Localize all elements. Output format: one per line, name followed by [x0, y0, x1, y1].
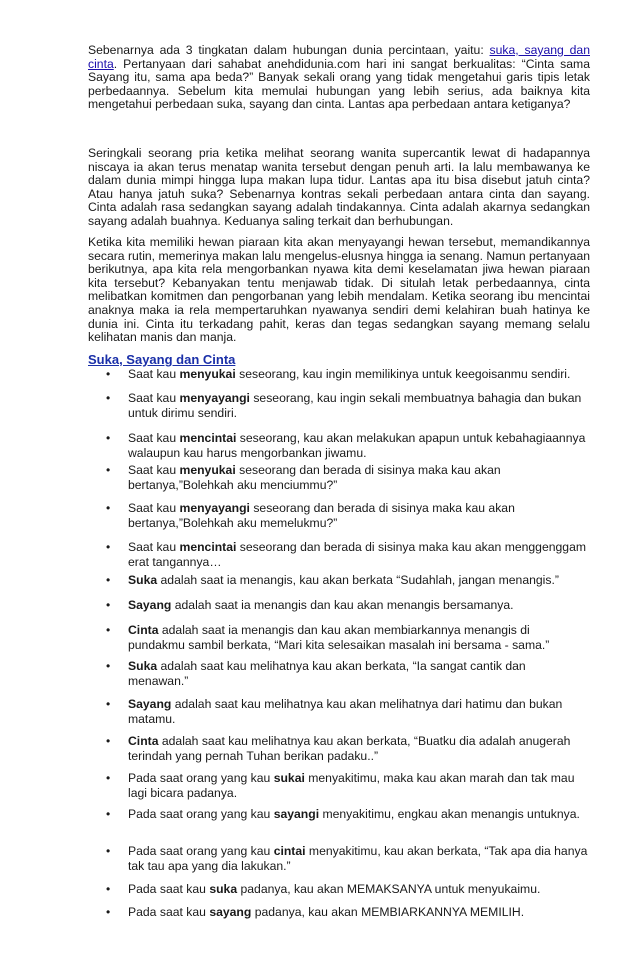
- list-item: [88, 463, 588, 493]
- item-prefix: Saat kau: [128, 501, 180, 515]
- item-keyword: menyukai: [179, 367, 236, 381]
- item-keyword: menyayangi: [179, 391, 250, 405]
- list-item: [88, 501, 588, 531]
- list-item: [88, 807, 588, 822]
- intro-paragraph-3: Ketika kita memiliki hewan piaraan kita akan menyayangi hewan tersebut, memandikannya secara rutin, memerinya makan lalu mengelus-elusnya hingga ia senang. Namun pertanyaan berikutnya, apa kita rela mengorbankan nyawa kita demi keselamatan jiwa hewan piaraan kita tersebut? Kebanyakan tentu menjawab tidak. Di situlah letak perbedaannya, cinta melibatkan komitmen dan pengorbanan yang lebih mendalam. Ketika seorang ibu mencintai anaknya maka ia rela mempertaruhkan nyawanya sendiri demi kelahiran buah hatinya ke dunia ini. Cinta itu terkadang pahit, keras dan tegas sedangkan sayang memang selalu kelihatan manis dan manja.: [88, 235, 591, 345]
- item-prefix: Pada saat orang yang kau: [128, 844, 274, 858]
- bullet-icon: •: [106, 734, 111, 748]
- item-keyword: menyayangi: [179, 501, 250, 515]
- item-keyword: cintai: [273, 844, 306, 858]
- item-suffix: seseorang, kau ingin sekali membuatnya bahagia dan bukan untuk dirimu sendiri.: [128, 391, 582, 420]
- item-keyword: sukai: [273, 771, 305, 785]
- item-keyword: Sayang: [128, 598, 172, 612]
- list-item: [88, 697, 588, 727]
- item-keyword: Suka: [128, 573, 158, 587]
- suka-sayang-cinta-link[interactable]: suka, sayang dan cinta: [88, 43, 590, 71]
- item-suffix: padanya, kau akan MEMBIARKANNYA MEMILIH.: [251, 905, 525, 919]
- item-suffix: adalah saat ia menangis dan kau akan menangis bersamanya.: [171, 598, 514, 612]
- bullet-icon: •: [106, 598, 111, 612]
- item-suffix: adalah saat kau melihatnya kau akan berkata, “Buatku dia adalah anugerah terindah yang pernah Tuhan berikan padaku..”: [128, 734, 571, 763]
- list-item: [88, 882, 588, 897]
- item-keyword: suka: [209, 882, 238, 896]
- list-item: [88, 598, 588, 613]
- list-item: [88, 391, 588, 421]
- list-item: [88, 905, 588, 920]
- item-prefix: Pada saat kau: [128, 882, 210, 896]
- list-item: [88, 844, 588, 874]
- item-suffix: adalah saat ia menangis, kau akan berkata “Sudahlah, jangan menangis.”: [157, 573, 559, 587]
- bullet-icon: •: [106, 540, 111, 554]
- item-prefix: Pada saat kau: [128, 905, 210, 919]
- bullet-icon: •: [106, 807, 111, 821]
- item-suffix: seseorang, kau ingin memilikinya untuk keegoisanmu sendiri.: [235, 367, 571, 381]
- item-suffix: seseorang, kau akan melakukan apapun untuk kebahagiaannya walaupun kau harus mengorbankan jiwamu.: [128, 431, 586, 460]
- item-suffix: adalah saat kau melihatnya kau akan berkata, “Ia sangat cantik dan menawan.”: [128, 659, 526, 688]
- bullet-icon: •: [106, 463, 111, 477]
- section-heading: Suka, Sayang dan Cinta: [88, 352, 236, 367]
- item-suffix: menyakitimu, maka kau akan marah dan tak mau lagi bicara padanya.: [128, 771, 575, 800]
- item-suffix: padanya, kau akan MEMAKSANYA untuk menyukaimu.: [237, 882, 541, 896]
- bullet-icon: •: [106, 573, 111, 587]
- item-suffix: adalah saat kau melihatnya kau akan melihatnya dari hatimu dan bukan matamu.: [128, 697, 563, 726]
- list-item: [88, 540, 588, 570]
- item-keyword: Cinta: [128, 734, 159, 748]
- bullet-icon: •: [106, 882, 111, 896]
- intro-text-before-link: Sebenarnya ada 3 tingkatan dalam hubungan dunia percintaan, yaitu:: [88, 43, 490, 57]
- item-suffix: menyakitimu, kau akan berkata, “Tak apa dia hanya tak tau apa yang dia lakukan.”: [128, 844, 588, 873]
- item-keyword: sayangi: [273, 807, 320, 821]
- list-item: [88, 734, 588, 764]
- item-suffix: menyakitimu, engkau akan menangis untuknya.: [319, 807, 580, 821]
- list-item: [88, 573, 588, 588]
- item-suffix: adalah saat ia menangis dan kau akan membiarkannya menangis di pundakmu sambil berkata, “Mari kita selesaikan masalah ini bersama - sama.”: [128, 623, 550, 652]
- item-prefix: Saat kau: [128, 367, 180, 381]
- item-prefix: Pada saat orang yang kau: [128, 807, 274, 821]
- bullet-icon: •: [106, 844, 111, 858]
- item-suffix: seseorang dan berada di sisinya maka kau akan menggenggam erat tangannya…: [128, 540, 587, 569]
- item-keyword: Cinta: [128, 623, 159, 637]
- list-item: [88, 623, 588, 653]
- bullet-icon: •: [106, 697, 111, 711]
- intro-paragraph-2: Seringkali seorang pria ketika melihat seorang wanita supercantik lewat di hadapannya niscaya ia akan terus menatap wanita tersebut dengan penuh arti. Ia lalu membawanya ke dalam dunia mimpi hingga lupa makan lupa tidur. Lantas apa itu bisa disebut jatuh cinta? Atau hanya jatuh suka? Sebenarnya kontras sekali perbedaan antara cinta dan sayang. Cinta adalah rasa sedangkan sayang adalah tindakannya. Cinta adalah akarnya sedangkan sayang adalah buahnya. Keduanya saling terkait dan berhubungan.: [88, 146, 590, 228]
- item-suffix: seseorang dan berada di sisinya maka kau akan bertanya,”Bolehkah aku memelukmu?”: [128, 501, 515, 530]
- item-prefix: Pada saat orang yang kau: [128, 771, 274, 785]
- bullet-icon: •: [106, 905, 111, 919]
- item-suffix: seseorang dan berada di sisinya maka kau akan bertanya,”Bolehkah aku menciummu?”: [128, 463, 501, 492]
- item-keyword: mencintai: [179, 431, 237, 445]
- list-item: [88, 367, 588, 382]
- list-item: [88, 771, 588, 801]
- intro-text-after-link: . Pertanyaan dari sahabat anehdidunia.com hari ini sangat berkualitas: “Cinta sama Sayang itu, sama apa beda?” Banyak sekali orang yang tidak mengetahui garis tipis letak perbedaannya. Sebelum kita memulai hubungan yang lebih serius, ada baiknya kita mengetahui perbedaan suka, sayang dan cinta. Lantas apa perbedaan antara ketiganya?: [88, 56, 590, 112]
- bullet-icon: •: [106, 623, 111, 637]
- item-keyword: Sayang: [128, 697, 172, 711]
- item-keyword: Suka: [128, 659, 158, 673]
- bullet-icon: •: [106, 501, 111, 515]
- list-item: [88, 659, 588, 689]
- list-item: [88, 431, 588, 461]
- item-keyword: mencintai: [179, 540, 237, 554]
- bullet-icon: •: [106, 431, 111, 445]
- bullet-icon: •: [106, 391, 111, 405]
- bullet-icon: •: [106, 367, 111, 381]
- bullet-icon: •: [106, 771, 111, 785]
- item-keyword: sayang: [209, 905, 252, 919]
- item-prefix: Saat kau: [128, 540, 180, 554]
- item-prefix: Saat kau: [128, 391, 180, 405]
- item-prefix: Saat kau: [128, 463, 180, 477]
- item-prefix: Saat kau: [128, 431, 180, 445]
- intro-paragraph-1: [88, 44, 590, 112]
- item-keyword: menyukai: [179, 463, 236, 477]
- bullet-icon: •: [106, 659, 111, 673]
